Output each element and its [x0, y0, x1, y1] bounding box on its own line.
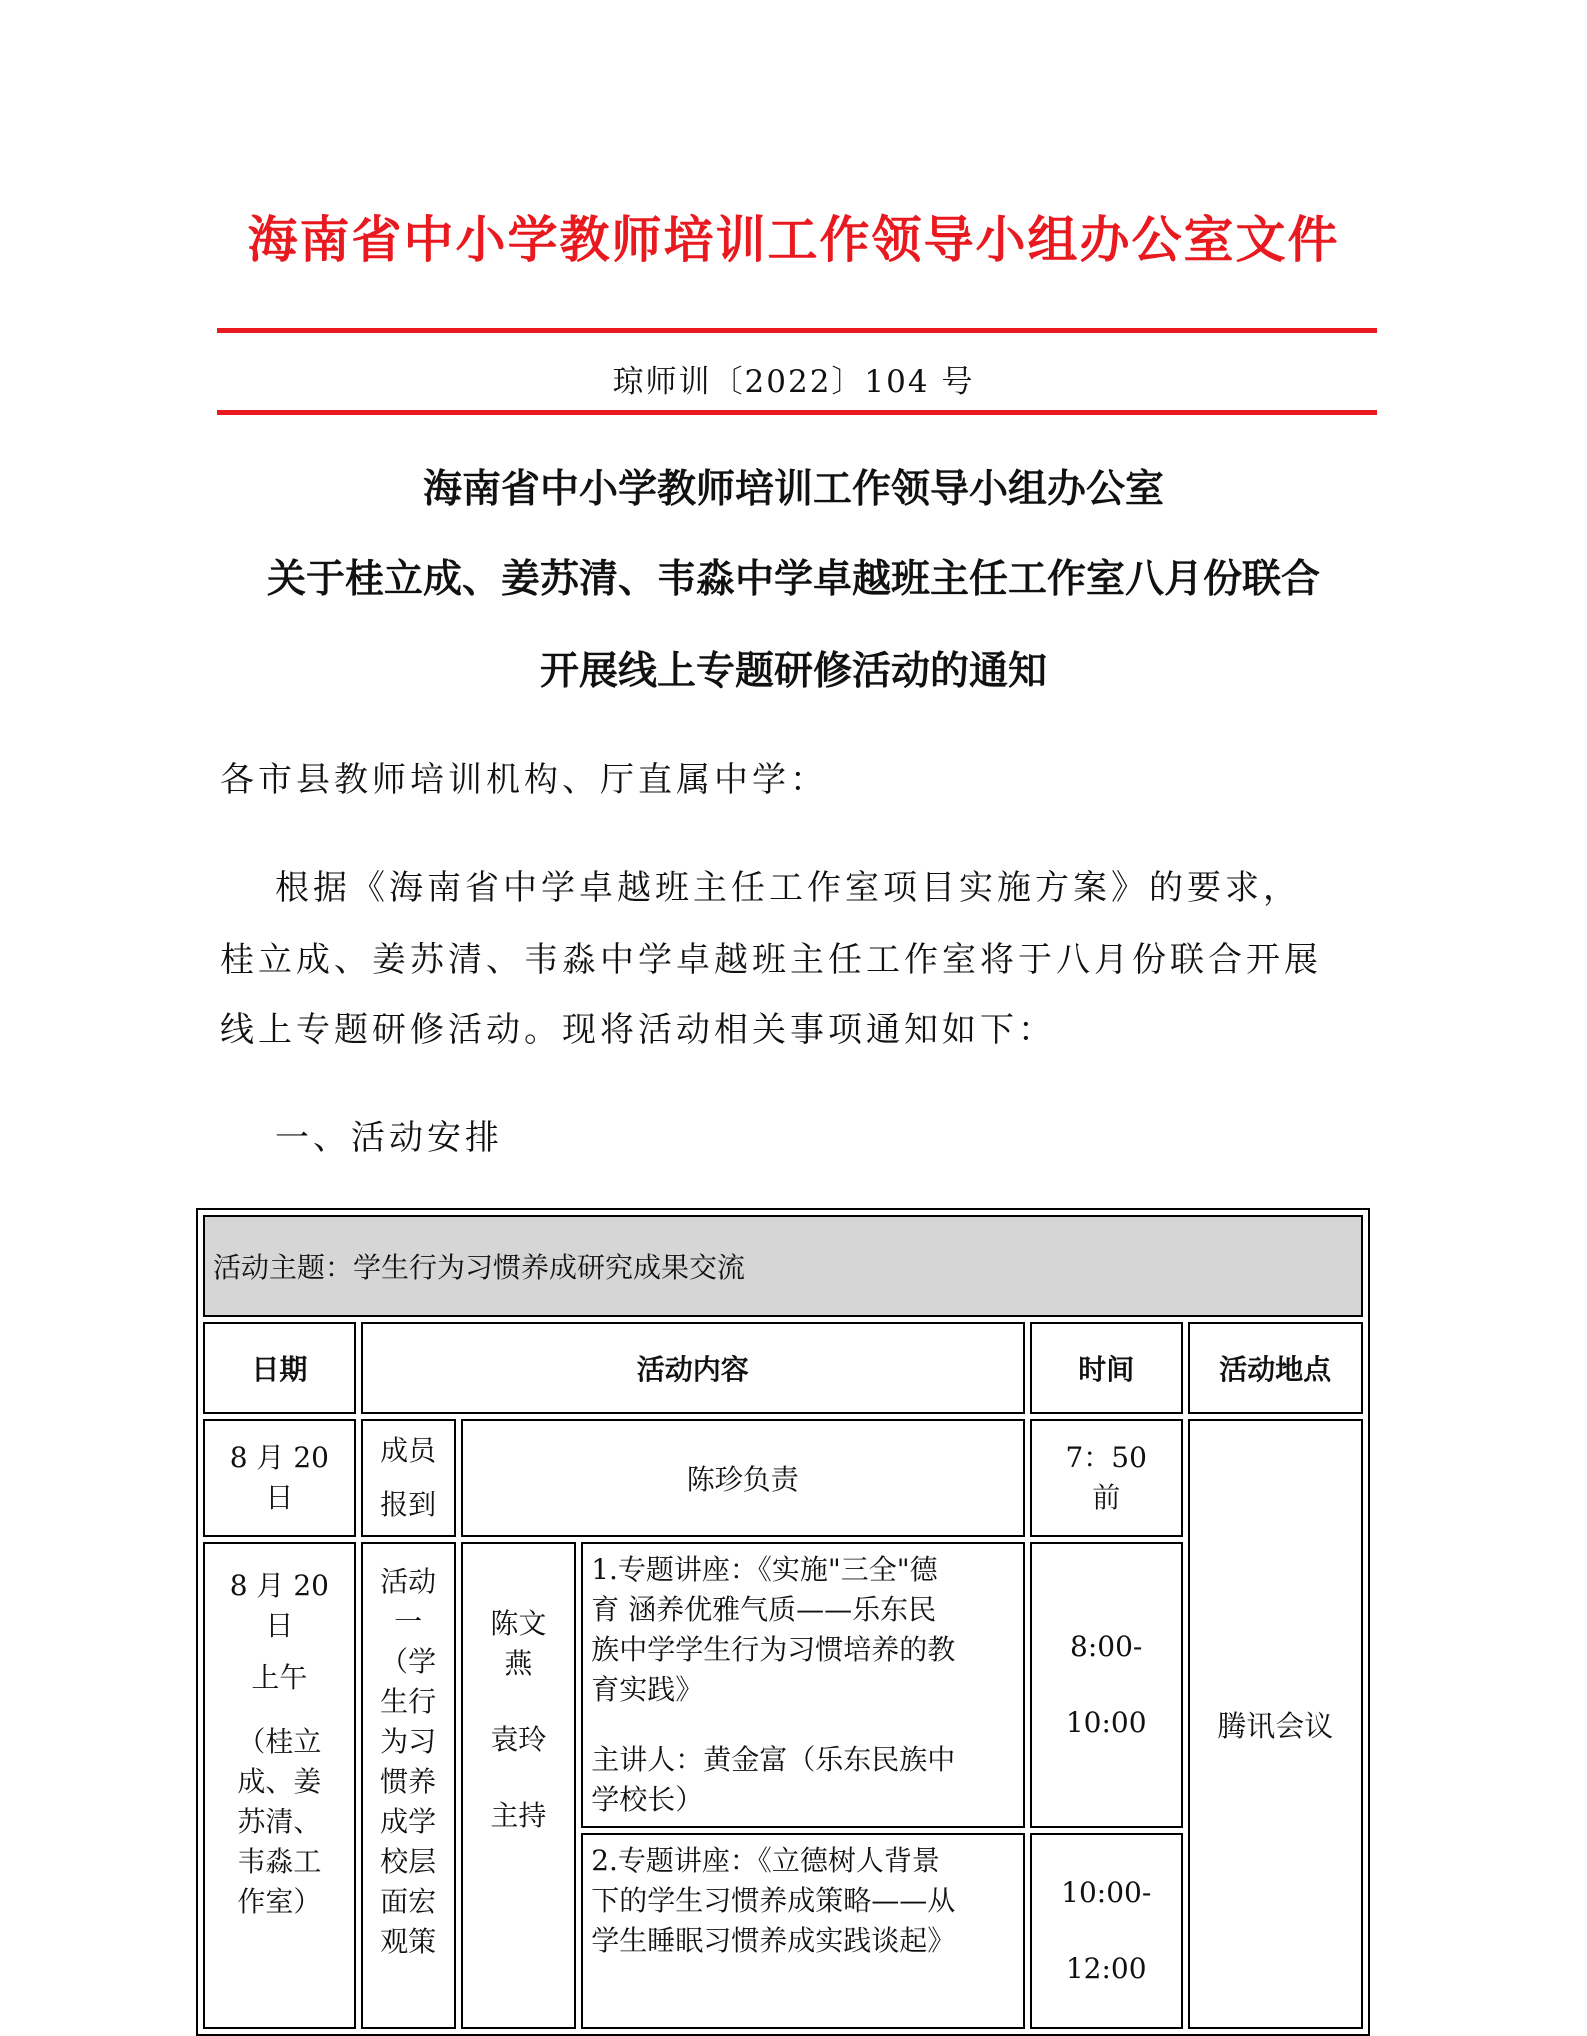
- activity-place: 腾讯会议: [1188, 1419, 1363, 2029]
- activity-schedule-table: [196, 1208, 1370, 2036]
- header-time: 时间: [1030, 1322, 1183, 1414]
- lecture-1: 1.专题讲座：《实施"三全"德 育 涵养优雅气质——乐东民 族中学学生行为习惯培养的教 育实践》 主讲人：黄金富（乐东民族中 学校长）: [581, 1542, 1025, 1828]
- table-header-row: [203, 1322, 1363, 1414]
- header-divider-bottom: [217, 410, 1377, 415]
- section-heading: 一、活动安排: [275, 1118, 503, 1158]
- notice-title-line-3: 开展线上专题研修活动的通知: [539, 649, 1047, 694]
- row1-type: 成员 报到: [361, 1419, 456, 1537]
- lecture-1-time: 8:00- 10:00: [1030, 1542, 1183, 1828]
- lecture-2-time: 10:00- 12:00: [1030, 1833, 1183, 2029]
- header-content: 活动内容: [361, 1322, 1025, 1414]
- lecture-2: 2.专题讲座：《立德树人背景 下的学生习惯养成策略——从 学生睡眠习惯养成实践谈起》: [581, 1833, 1025, 2029]
- row1-date: 8 月 20 日: [203, 1419, 356, 1537]
- row2-date: 8 月 20 日 上午 （桂立 成、姜 苏清、 韦淼工 作室）: [203, 1542, 356, 2029]
- activity-theme: 活动主题：学生行为习惯养成研究成果交流: [203, 1215, 1363, 1317]
- body-paragraph-line-3: 线上专题研修活动。现将活动相关事项通知如下：: [220, 1010, 1056, 1050]
- body-paragraph-line-1: 根据《海南省中学卓越班主任工作室项目实施方案》的要求，: [275, 868, 1301, 908]
- row1-time: 7：50 前: [1030, 1419, 1183, 1537]
- row2-host: 陈文 燕 袁玲 主持: [461, 1542, 577, 2029]
- row1-detail: 陈珍负责: [461, 1419, 1025, 1537]
- header-date: 日期: [203, 1322, 356, 1414]
- document-number: 琼师训〔2022〕104 号: [612, 364, 975, 400]
- salutation: 各市县教师培训机构、厅直属中学：: [220, 760, 828, 800]
- notice-title-line-1: 海南省中小学教师培训工作领导小组办公室: [422, 467, 1164, 512]
- table-theme-row: [203, 1215, 1363, 1317]
- header-divider-top: [217, 328, 1377, 333]
- row2-activity-type: 活动 一 （学 生行 为习 惯养 成学 校层 面宏 观策: [361, 1542, 456, 2029]
- body-paragraph-line-2: 桂立成、姜苏清、韦淼中学卓越班主任工作室将于八月份联合开展: [220, 940, 1322, 980]
- notice-title-line-2: 关于桂立成、姜苏清、韦淼中学卓越班主任工作室八月份联合: [266, 557, 1320, 602]
- header-place: 活动地点: [1188, 1322, 1363, 1414]
- document-header-title: 海南省中小学教师培训工作领导小组办公室文件: [247, 210, 1340, 269]
- table-row: [203, 1419, 1363, 1537]
